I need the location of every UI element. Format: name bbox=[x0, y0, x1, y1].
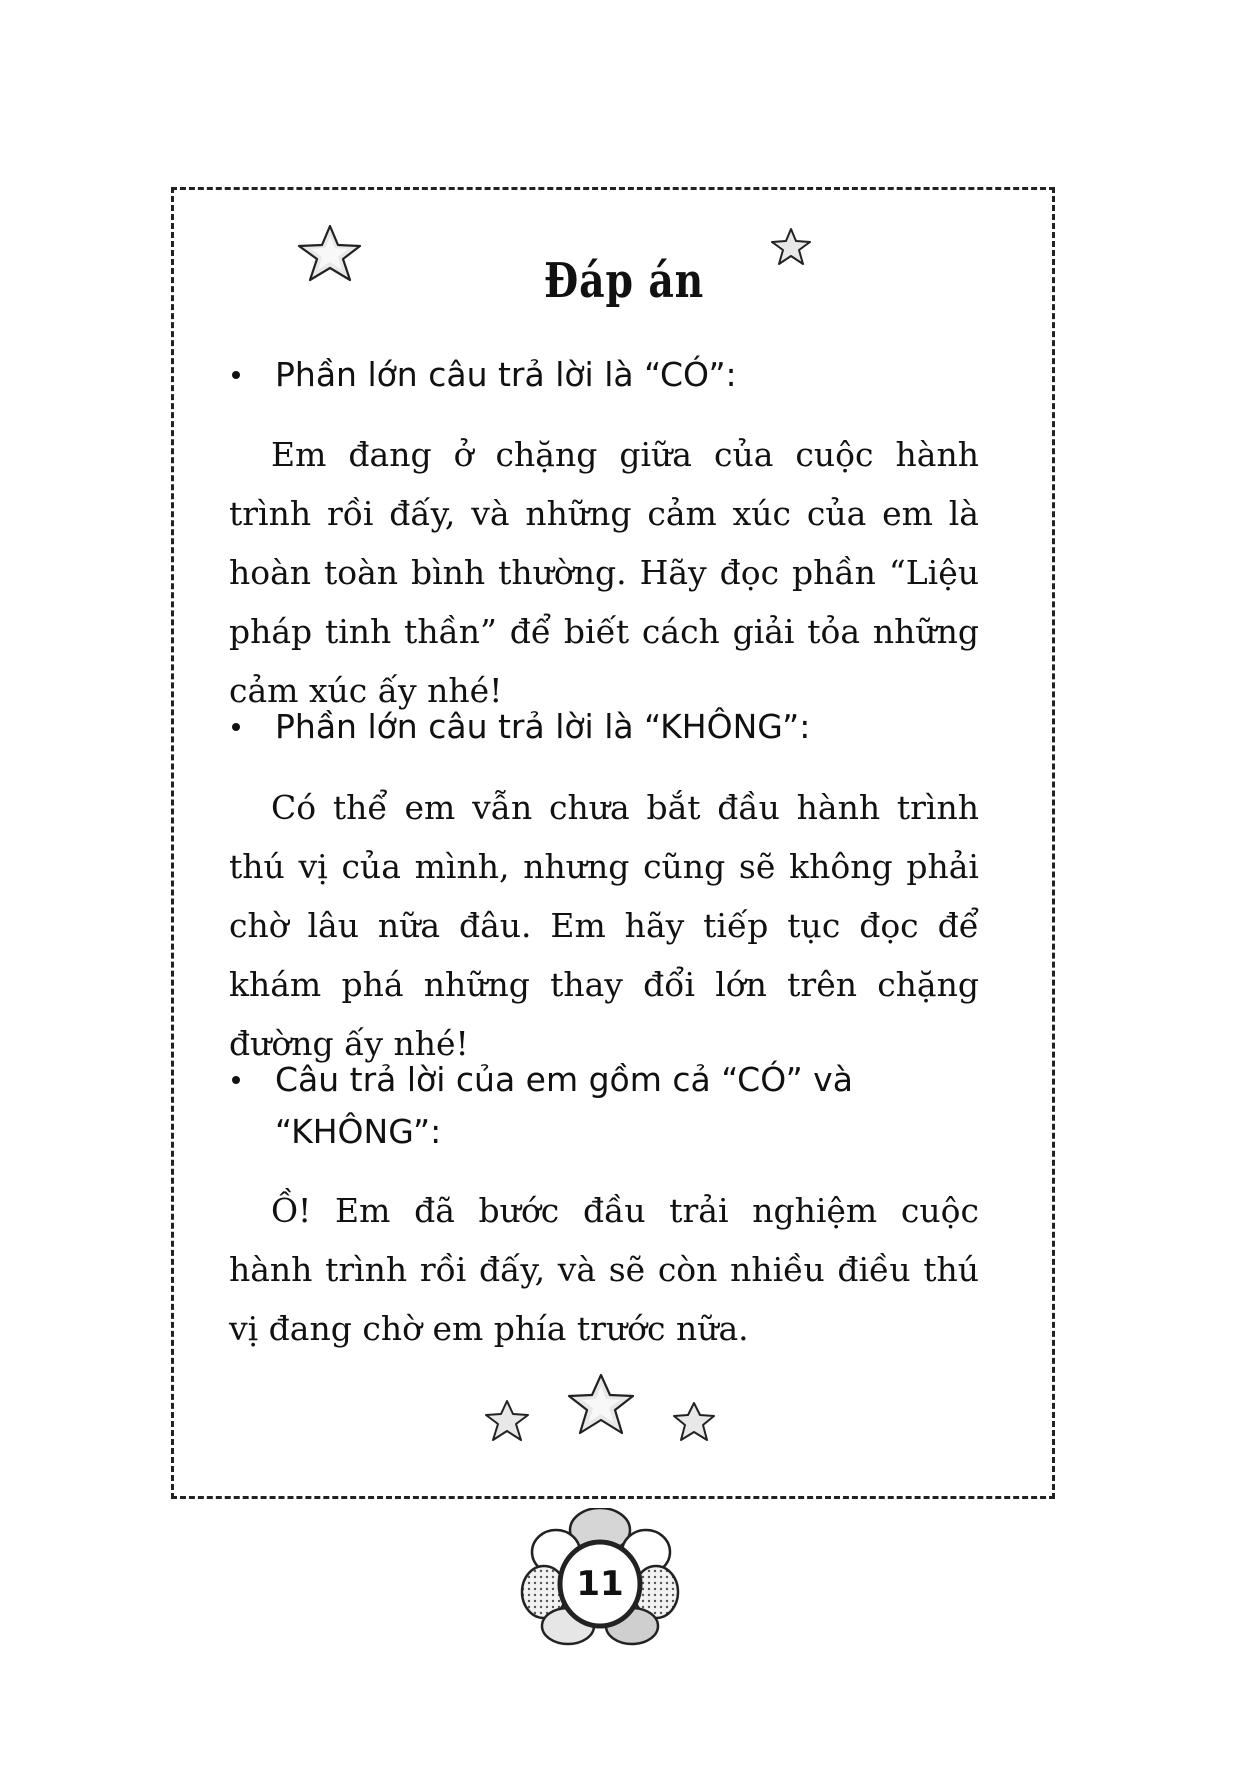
bullet-icon bbox=[232, 1076, 240, 1084]
bullet-icon bbox=[232, 371, 240, 379]
section-heading-3 bbox=[232, 1054, 982, 1158]
page-number-badge bbox=[520, 1508, 680, 1652]
section-heading-text: Phần lớn câu trả lời là “KHÔNG”: bbox=[275, 707, 811, 746]
section-body-2: Có thể em vẫn chưa bắt đầu hành trình thú vị của mình, nhưng cũng sẽ không phải chờ lâu nữa đâu. Em hãy tiếp tục đọc để khám phá những thay đổi lớn trên chặng đường ấy nhé! bbox=[229, 788, 979, 1063]
section-heading-2 bbox=[232, 701, 982, 753]
section-heading-1 bbox=[232, 349, 982, 401]
page-title: Đáp án bbox=[543, 253, 705, 309]
section-body-1: Em đang ở chặng giữa của cuộc hành trình rồi đấy, và những cảm xúc của em là hoàn toàn bình thường. Hãy đọc phần “Liệu pháp tinh thần” để biết cách giải tỏa những cảm xúc ấy nhé! bbox=[229, 435, 979, 710]
bullet-icon bbox=[232, 723, 240, 731]
star-icon bbox=[482, 1398, 532, 1444]
section-heading-text: Câu trả lời của em gồm cả “CÓ” và “KHÔNG”: bbox=[275, 1060, 853, 1151]
star-icon bbox=[564, 1372, 638, 1438]
page-number: 11 bbox=[576, 1564, 624, 1604]
section-heading-text: Phần lớn câu trả lời là “CÓ”: bbox=[275, 355, 737, 394]
star-icon bbox=[670, 1400, 718, 1444]
section-body-3: Ồ! Em đã bước đầu trải nghiệm cuộc hành trình rồi đấy, và sẽ còn nhiều điều thú vị đang chờ em phía trước nữa. bbox=[229, 1191, 979, 1348]
